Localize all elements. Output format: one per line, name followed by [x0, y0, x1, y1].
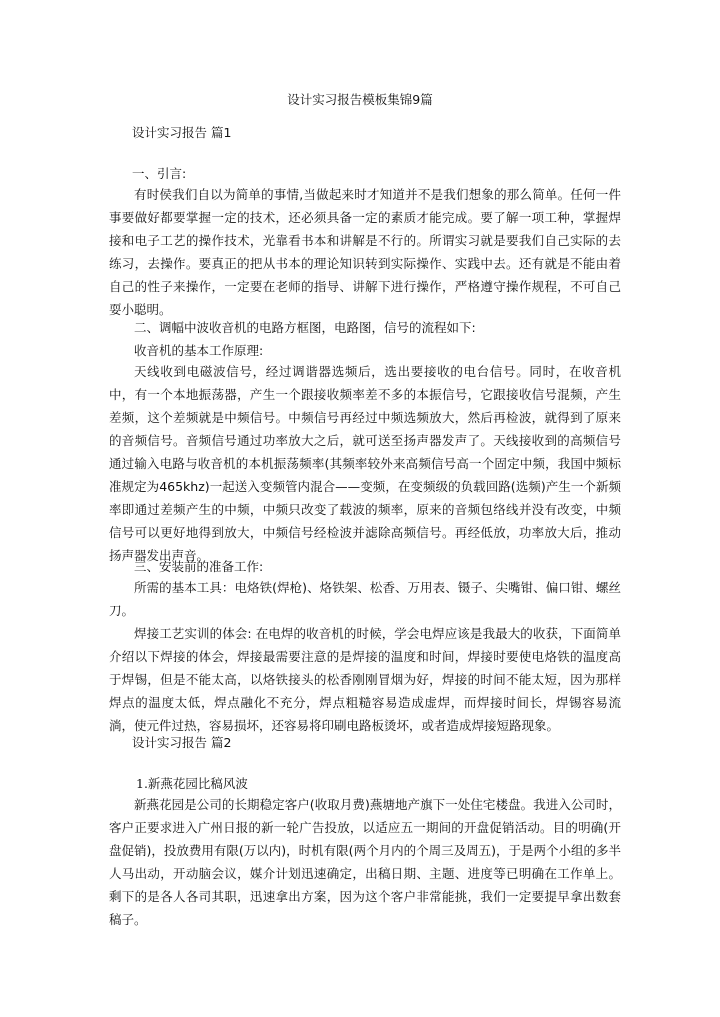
- intro-paragraph: 有时侯我们自以为简单的事情,当做起来时才知道并不是我们想象的那么简单。任何一件事要做好都要掌握一定的技术，还必须具备一定的素质才能完成。要了解一项工种，掌握焊接和电子工艺的操作技术，光靠看书本和讲解是不行的。所谓实习就是要我们自己实际的去练习，去操作。要真正的把从书本的理论知识转到实际操作、实践中去。还有就是不能由着自己的性子来操作，一定要在老师的指导、讲解下进行操作，严格遵守操作规程，不可自己耍小聪明。: [109, 187, 621, 317]
- radio-principle-paragraph: 天线收到电磁波信号，经过调谐器选频后，选出要接收的电台信号。同时，在收音机中，有一个本地振荡器，产生一个跟接收频率差不多的本振信号，它跟接收信号混频，产生差频，这个差频就是中频信号。中频信号再经过中频选频放大，然后再检波，就得到了原来的音频信号。音频信号通过功率放大之后，就可送至扬声器发声了。天线接收到的高频信号通过输入电路与收音机的本机振荡频率(其频率较外来高频信号高一个固定中频，我国中频标准规定为465khz)一起送入变频管内混合——变频，在变频级的负载回路(选频)产生一个新频率即通过差频产生的中频，中频只改变了载波的频率，原来的音频包络线并没有改变，中频信号可以更好地得到放大，中频信号经检波并滤除高频信号。再经低放，功率放大后，推动扬声器发出声音。: [109, 364, 621, 563]
- section-heading-1: 设计实习报告 篇1: [132, 125, 232, 140]
- garden-subheading: 1.新燕花园比稿风波: [136, 776, 248, 791]
- document-title: 设计实习报告模板集锦9篇: [287, 92, 433, 107]
- welding-paragraph: 焊接工艺实训的体会: 在电焊的收音机的时候，学会电焊应该是我最大的收获，下面简单介绍以下焊接的体会，焊接最需要注意的是焊接的温度和时间，焊接时要使电烙铁的温度高于焊锡，但是不能太高，以烙铁接头的松香刚刚冒烟为好，焊接的时间不能太短，因为那样焊点的温度太低，焊点融化不充分，焊点粗糙容易造成虚焊，而焊接时间长，焊锡容易流淌，使元件过热，容易损坏，还容易将印刷电路板烫坏，或者造成焊接短路现象。: [109, 626, 621, 733]
- circuit-heading: 二、调幅中波收音机的电路方框图，电路图，信号的流程如下:: [134, 320, 476, 335]
- intro-heading: 一、引言:: [132, 166, 187, 181]
- tools-paragraph: 所需的基本工具：电烙铁(焊枪)、烙铁架、松香、万用表、镊子、尖嘴钳、偏口钳、螺丝刀。: [109, 580, 621, 618]
- section-heading-2: 设计实习报告 篇2: [132, 735, 232, 750]
- preparation-heading: 三、安装前的准备工作:: [134, 559, 264, 574]
- garden-paragraph: 新燕花园是公司的长期稳定客户(收取月费)燕塘地产旗下一处住宅楼盘。我进入公司时，客户正要求进入广州日报的新一轮广告投放，以适应五一期间的开盘促销活动。目的明确(开盘促销)，投放费用有限(万以内)，时机有限(两个月内的个周三及周五)，于是两个小组的多半人马出动，开动脑会议，媒介计划迅速确定，出稿日期、主题、进度等已明确在工作单上。剩下的是各人各司其职，迅速拿出方案，因为这个客户非常能挑，我们一定要提早拿出数套稿子。: [109, 797, 621, 927]
- radio-principle-heading: 收音机的基本工作原理:: [134, 343, 264, 358]
